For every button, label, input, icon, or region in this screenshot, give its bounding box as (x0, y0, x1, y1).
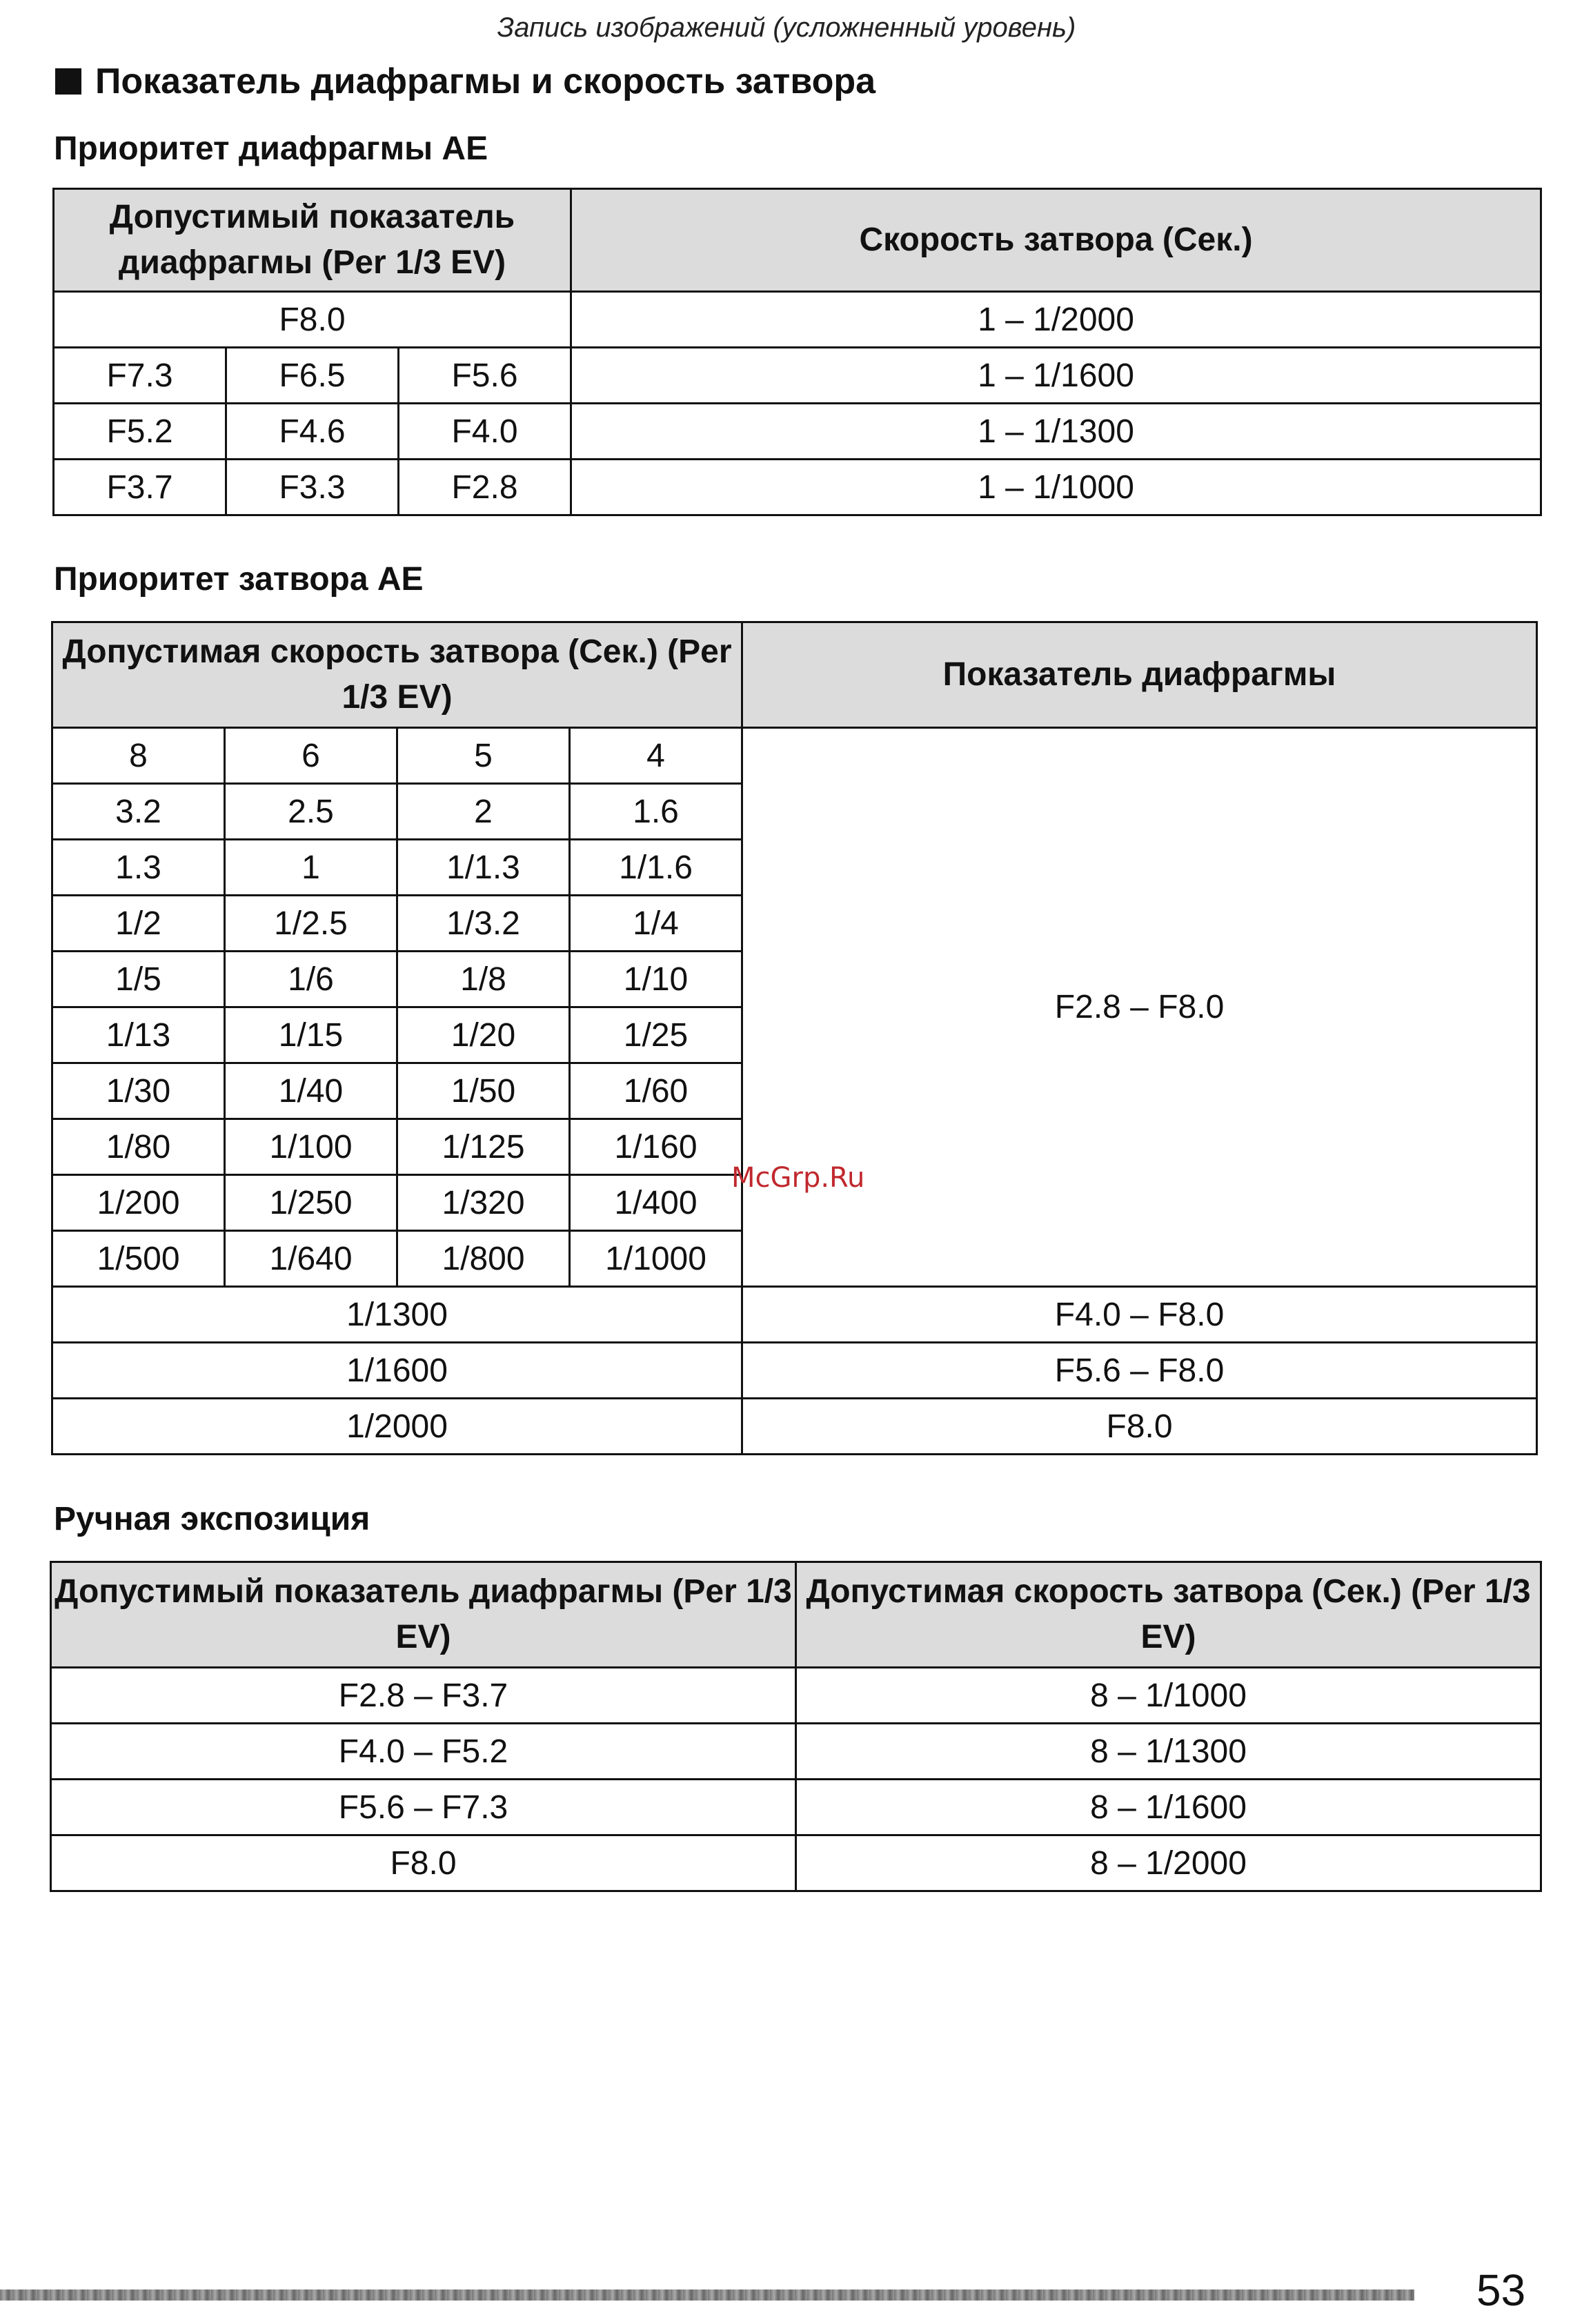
shutter-cell: 1/800 (397, 1231, 570, 1287)
aperture-cell: F6.5 (226, 348, 399, 404)
aperture-cell: F8.0 (54, 292, 571, 348)
shutter-cell: 1/250 (225, 1175, 397, 1231)
shutter-cell: 8 (52, 728, 225, 784)
shutter-cell: 8 – 1/1600 (796, 1780, 1541, 1835)
shutter-cell: 1/2.5 (225, 896, 397, 952)
shutter-cell: 1/1.6 (570, 840, 742, 896)
shutter-cell: 8 – 1/1000 (796, 1668, 1541, 1724)
aperture-column-header: Показатель диафрагмы (742, 622, 1537, 728)
shutter-column-header: Допустимая скорость затвора (Сек.) (Per 1/3 EV) (796, 1562, 1541, 1668)
aperture-cell: F5.6 – F7.3 (51, 1780, 796, 1835)
shutter-cell: 4 (570, 728, 742, 784)
bullet-square-icon (55, 68, 81, 95)
table-row (52, 1399, 1537, 1455)
shutter-cell: 5 (397, 728, 570, 784)
shutter-cell: 1/4 (570, 896, 742, 952)
aperture-cell: F2.8 (399, 460, 571, 515)
shutter-column-header: Допустимая скорость затвора (Сек.) (Per 1/3 EV) (52, 622, 742, 728)
shutter-cell: 1/20 (397, 1007, 570, 1063)
aperture-range-cell: F2.8 – F8.0 (742, 728, 1537, 1287)
table-row (52, 1287, 1537, 1343)
shutter-cell: 1 – 1/1600 (571, 348, 1541, 404)
shutter-cell: 1/5 (52, 952, 225, 1007)
section-title-text: Показатель диафрагмы и скорость затвора (95, 61, 876, 101)
shutter-cell: 1/15 (225, 1007, 397, 1063)
aperture-cell: F4.0 (399, 404, 571, 460)
shutter-cell: 1/1300 (52, 1287, 742, 1343)
shutter-cell: 3.2 (52, 784, 225, 840)
shutter-cell: 1/13 (52, 1007, 225, 1063)
aperture-cell: F5.6 – F8.0 (742, 1343, 1537, 1399)
shutter-cell: 1/100 (225, 1119, 397, 1175)
aperture-column-header: Допустимый показатель диафрагмы (Per 1/3 EV) (51, 1562, 796, 1668)
shutter-cell: 6 (225, 728, 397, 784)
shutter-cell: 1/400 (570, 1175, 742, 1231)
shutter-priority-heading: Приоритет затвора AE (54, 561, 424, 598)
aperture-cell: F2.8 – F3.7 (51, 1668, 796, 1724)
shutter-cell: 1/10 (570, 952, 742, 1007)
shutter-column-header: Скорость затвора (Сек.) (571, 189, 1541, 292)
aperture-column-header: Допустимый показатель диафрагмы (Per 1/3 EV) (54, 189, 571, 292)
aperture-cell: F8.0 (742, 1399, 1537, 1455)
shutter-cell: 1/1.3 (397, 840, 570, 896)
table-header-row (51, 1562, 1541, 1668)
table-row (54, 292, 1541, 348)
manual-exposure-table (50, 1561, 1542, 1892)
aperture-priority-heading: Приоритет диафрагмы AE (54, 130, 488, 167)
shutter-cell: 1 – 1/1000 (571, 460, 1541, 515)
shutter-cell: 1 – 1/2000 (571, 292, 1541, 348)
shutter-extra-body (52, 1287, 1537, 1455)
shutter-cell: 1/6 (225, 952, 397, 1007)
aperture-cell: F4.0 – F8.0 (742, 1287, 1537, 1343)
shutter-cell: 1/8 (397, 952, 570, 1007)
shutter-cell: 1.6 (570, 784, 742, 840)
shutter-cell: 1 (225, 840, 397, 896)
shutter-cell: 1/2000 (52, 1399, 742, 1455)
aperture-cell: F5.2 (54, 404, 226, 460)
table-row (51, 1668, 1541, 1724)
shutter-cell: 1/125 (397, 1119, 570, 1175)
manual-exposure-heading: Ручная экспозиция (54, 1501, 370, 1537)
running-header: Запись изображений (усложненный уровень) (497, 12, 1076, 43)
shutter-cell: 8 – 1/1300 (796, 1724, 1541, 1780)
shutter-cell: 1/1600 (52, 1343, 742, 1399)
shutter-cell: 2 (397, 784, 570, 840)
shutter-cell: 1/3.2 (397, 896, 570, 952)
shutter-cell: 1/40 (225, 1063, 397, 1119)
table-header-row (54, 189, 1541, 292)
shutter-cell: 1/320 (397, 1175, 570, 1231)
aperture-priority-table (52, 188, 1542, 516)
shutter-cell: 2.5 (225, 784, 397, 840)
shutter-cell: 1/2 (52, 896, 225, 952)
shutter-cell: 1/640 (225, 1231, 397, 1287)
shutter-cell: 1/60 (570, 1063, 742, 1119)
shutter-cell: 1/30 (52, 1063, 225, 1119)
aperture-cell: F4.0 – F5.2 (51, 1724, 796, 1780)
table-header-row (52, 622, 1537, 728)
table-row (51, 1780, 1541, 1835)
table-row (52, 1343, 1537, 1399)
shutter-cell: 1.3 (52, 840, 225, 896)
shutter-cell: 1/80 (52, 1119, 225, 1175)
watermark: McGrp.Ru (731, 1162, 865, 1194)
page-number: 53 (1476, 2265, 1526, 2315)
shutter-grid-body (52, 728, 1537, 1287)
aperture-cell: F4.6 (226, 404, 399, 460)
shutter-cell: 8 – 1/2000 (796, 1835, 1541, 1891)
shutter-cell: 1/50 (397, 1063, 570, 1119)
shutter-cell: 1/200 (52, 1175, 225, 1231)
shutter-cell: 1/160 (570, 1119, 742, 1175)
table-row (51, 1835, 1541, 1891)
table-row (52, 728, 1537, 784)
table-row (54, 460, 1541, 515)
shutter-priority-table (51, 621, 1538, 1455)
table-row (54, 348, 1541, 404)
shutter-cell: 1/500 (52, 1231, 225, 1287)
shutter-cell: 1 – 1/1300 (571, 404, 1541, 460)
aperture-cell: F5.6 (399, 348, 571, 404)
table-row (51, 1724, 1541, 1780)
shutter-cell: 1/1000 (570, 1231, 742, 1287)
aperture-cell: F3.3 (226, 460, 399, 515)
aperture-cell: F8.0 (51, 1835, 796, 1891)
aperture-cell: F3.7 (54, 460, 226, 515)
shutter-cell: 1/25 (570, 1007, 742, 1063)
section-title (55, 61, 875, 102)
footer-bar (0, 2289, 1414, 2301)
aperture-cell: F7.3 (54, 348, 226, 404)
table-row (54, 404, 1541, 460)
